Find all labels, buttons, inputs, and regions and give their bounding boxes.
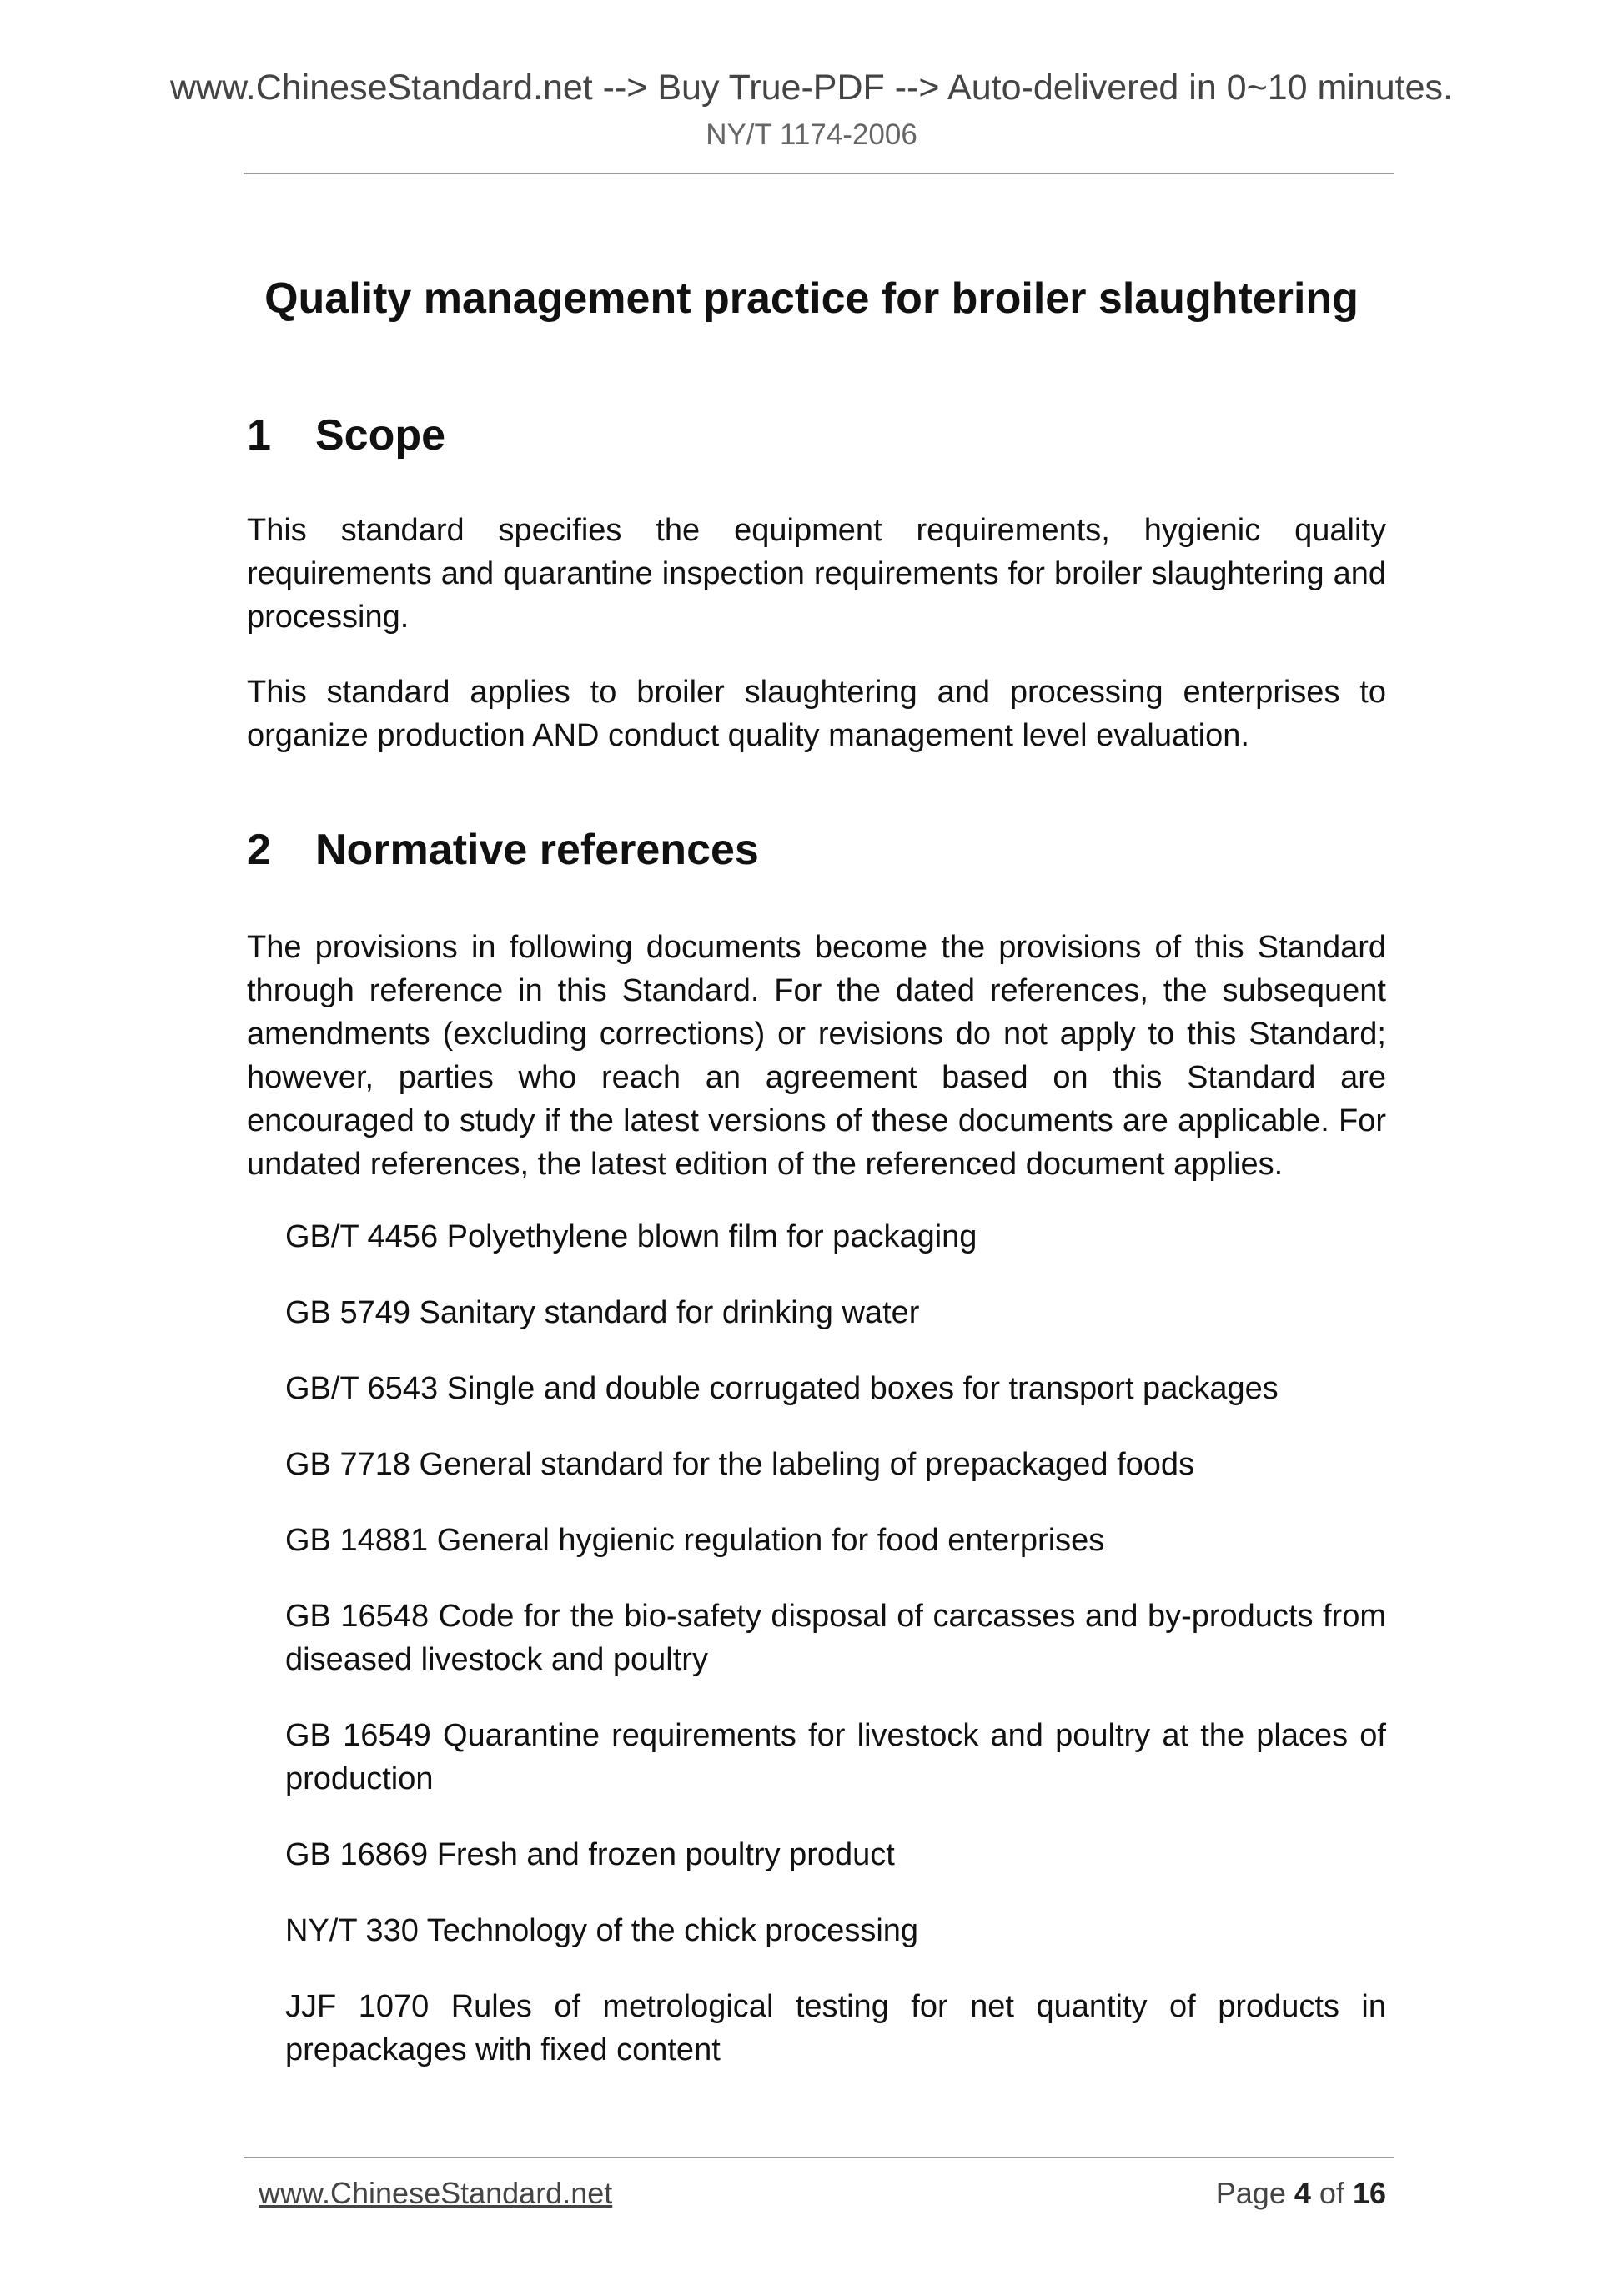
section-number: 2	[247, 826, 271, 874]
reference-item: GB/T 4456 Polyethylene blown film for packaging	[285, 1219, 977, 1254]
header-standard-code: NY/T 1174-2006	[706, 118, 917, 151]
header-promo-text: www.ChineseStandard.net --> Buy True-PDF --> Auto-delivered in 0~10 minutes.	[169, 68, 1453, 108]
section-title: Normative references	[315, 826, 759, 874]
reference-item: GB 5749 Sanitary standard for drinking water	[285, 1295, 920, 1330]
of-word: of	[1319, 2176, 1344, 2210]
section-heading-normative-references	[247, 822, 759, 877]
reference-item: GB 16549 Quarantine requirements for livestock and poultry at the places of production	[285, 1718, 1386, 1796]
page-indicator	[1216, 2173, 1386, 2213]
reference-item: JJF 1070 Rules of metrological testing for net quantity of products in prepackages with fixed content	[285, 1989, 1386, 2067]
footer-divider	[244, 2157, 1394, 2158]
reference-item: GB/T 6543 Single and double corrugated boxes for transport packages	[285, 1371, 1279, 1406]
page-total: 16	[1352, 2176, 1386, 2210]
document-title: Quality management practice for broiler slaughtering	[264, 274, 1359, 323]
reference-item: GB 16548 Code for the bio-safety disposal of carcasses and by-products from diseased livestock and poultry	[285, 1599, 1386, 1677]
reference-item: GB 7718 General standard for the labeling of prepackaged foods	[285, 1447, 1195, 1482]
page-current: 4	[1294, 2176, 1311, 2210]
section-title: Scope	[315, 411, 446, 460]
reference-item: GB 14881 General hygienic regulation for food enterprises	[285, 1523, 1105, 1558]
reference-item: NY/T 330 Technology of the chick processing	[285, 1913, 919, 1948]
reference-item: GB 16869 Fresh and frozen poultry product	[285, 1837, 895, 1872]
section-heading-scope	[247, 408, 445, 463]
scope-paragraph: This standard specifies the equipment requirements, hygienic quality requirements and quarantine inspection requirements for broiler slaughtering and processing.	[247, 513, 1386, 635]
footer-site-link[interactable]: www.ChineseStandard.net	[259, 2176, 613, 2210]
header-divider	[244, 173, 1394, 174]
scope-paragraph: This standard applies to broiler slaughtering and processing enterprises to organize production AND conduct quality management level evaluation.	[247, 675, 1386, 753]
section-number: 1	[247, 411, 271, 460]
page-word: Page	[1215, 2176, 1286, 2210]
reference-list	[285, 1215, 1386, 2104]
references-intro-paragraph: The provisions in following documents become the provisions of this Standard through reference in this Standard. For the dated references, the subsequent amendments (excluding corrections) or revisions do not apply to this Standard; however, parties who reach an agreement based on this Standard are encouraged to study if the latest versions of these documents are applicable. For undated references, the latest edition of the referenced document applies.	[247, 930, 1386, 1182]
